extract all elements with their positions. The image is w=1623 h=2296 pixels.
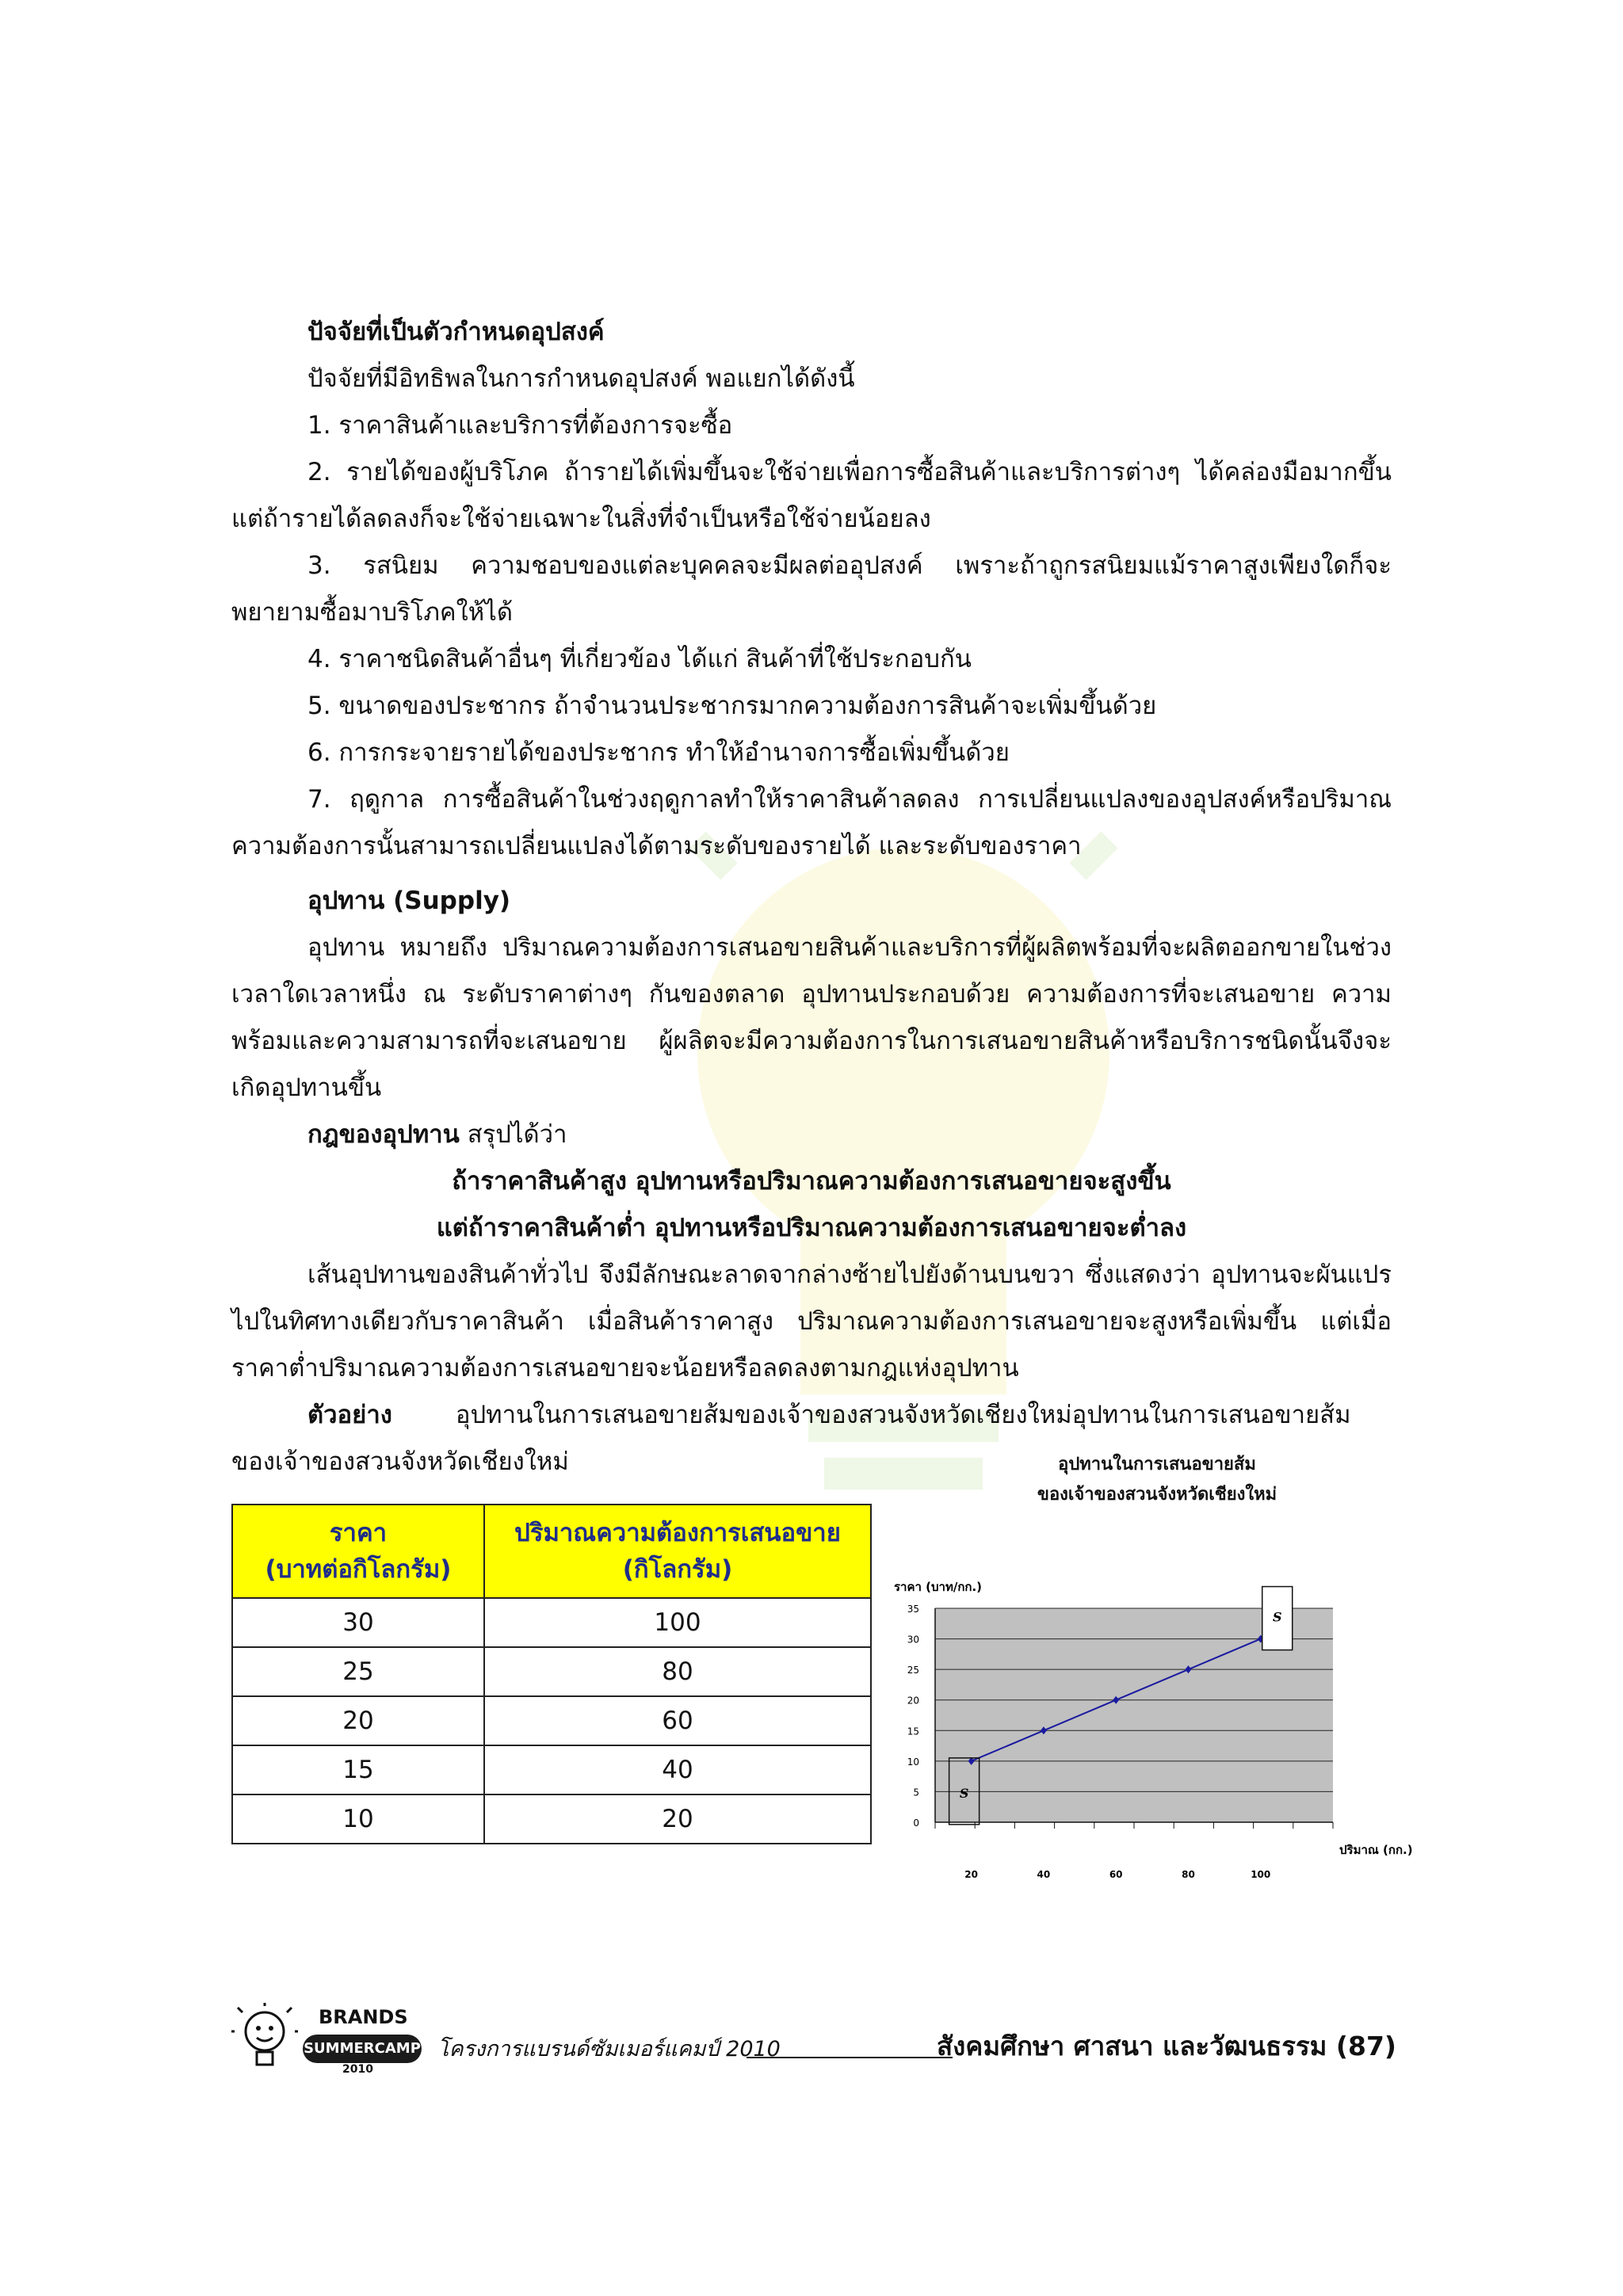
chart-title: อุปทานในการเสนอขายส้ม	[1058, 1455, 1256, 1474]
supply-table	[231, 1504, 872, 1844]
x-tick-label: 40	[1037, 1869, 1051, 1880]
x-tick-label: 60	[1109, 1869, 1123, 1880]
law-of-supply	[231, 1112, 1392, 1158]
quantity-cell: 40	[484, 1745, 871, 1794]
demand-factor-5: 5. ขนาดของประชากร ถ้าจำนวนประชากรมากความต้องการสินค้าจะเพิ่มขึ้นด้วย	[307, 692, 1157, 720]
quantity-cell: 20	[484, 1794, 871, 1844]
heading-supply: อุปทาน (Supply)	[307, 887, 511, 915]
price-cell: 15	[232, 1745, 484, 1794]
quantity-cell: 60	[484, 1696, 871, 1745]
y-tick-label: 10	[907, 1756, 919, 1768]
demand-factor-1: 1. ราคาสินค้าและบริการที่ต้องการจะซื้อ	[307, 411, 733, 440]
y-tick-label: 5	[913, 1787, 919, 1798]
subject-page-number: สังคมศึกษา ศาสนา และวัฒนธรรม (87)	[936, 2031, 1396, 2061]
supply-curve-text: เส้นอุปทานของสินค้าทั่วไป จึงมีลักษณะลาดจากล่างซ้ายไปยังด้านบนขวา ซึ่งแสดงว่า อุปทานจะผันแปรไปในทิศทางเดียวกับราคาสินค้า เมื่อสินค้าราคาสูง ปริมาณความต้องการเสนอขายจะสูงหรือเพิ่มขึ้น แต่เมื่อราคาต่ำปริมาณความต้องการเสนอขายจะน้อยหรือลดลงตามกฎแห่งอุปทาน	[231, 1261, 1392, 1383]
table-row	[232, 1696, 871, 1745]
law-line-1: ถ้าราคาสินค้าสูง อุปทานหรือปริมาณความต้องการเสนอขายจะสูงขึ้น	[452, 1167, 1171, 1196]
quantity-cell: 80	[484, 1647, 871, 1696]
supply-curve-label: S	[959, 1785, 969, 1801]
supply-curve-label: S	[1272, 1609, 1282, 1625]
table-row	[232, 1745, 871, 1794]
intro-demand-factors: ปัจจัยที่มีอิทธิพลในการกำหนดอุปสงค์ พอแยกได้ดังนี้	[307, 364, 855, 393]
summer-camp-badge: SUMMERCAMP	[303, 2035, 422, 2063]
table-row	[232, 1598, 871, 1647]
y-axis-label: ราคา (บาท/กก.)	[894, 1580, 983, 1594]
lightbulb-mascot-icon	[231, 2003, 298, 2076]
y-tick-label: 30	[907, 1634, 919, 1646]
x-tick-label: 80	[1182, 1869, 1195, 1880]
brand-logo-text: BRANDS	[319, 2006, 408, 2028]
price-cell: 20	[232, 1696, 484, 1745]
demand-factor-3: 3. รสนิยม ความชอบของแต่ละบุคคลจะมีผลต่ออุปสงค์ เพราะถ้าถูกรสนิยมแม้ราคาสูงเพียงใดก็จะพยายามซื้อมาบริโภคให้ได้	[231, 551, 1392, 627]
price-cell: 25	[232, 1647, 484, 1696]
body-text	[231, 309, 1392, 1486]
law-line-2: แต่ถ้าราคาสินค้าต่ำ อุปทานหรือปริมาณความต้องการเสนอขายจะต่ำลง	[436, 1214, 1187, 1242]
quantity-cell: 100	[484, 1598, 871, 1647]
table-row	[232, 1794, 871, 1844]
x-tick-label: 100	[1251, 1869, 1271, 1880]
supply-definition: อุปทาน หมายถึง ปริมาณความต้องการเสนอขายสินค้าและบริการที่ผู้ผลิตพร้อมที่จะผลิตออกขายในช่วงเวลาใดเวลาหนึ่ง ณ ระดับราคาต่างๆ กันของตลาด อุปทานประกอบด้วย ความต้องการที่จะเสนอขาย ความพร้อมและความสามารถที่จะเสนอขาย ผู้ผลิตจะมีความต้องการในการเสนอขายสินค้าหรือบริการชนิดนั้นจึงจะเกิดอุปทานขึ้น	[231, 933, 1392, 1102]
y-tick-label: 20	[907, 1695, 919, 1707]
law-suffix: สรุปได้ว่า	[459, 1120, 567, 1149]
price-cell: 10	[232, 1794, 484, 1844]
y-tick-label: 25	[907, 1665, 919, 1676]
supply-chart	[888, 1505, 1426, 1901]
y-tick-label: 35	[907, 1604, 919, 1615]
example-label: ตัวอย่าง	[307, 1401, 392, 1429]
chart-subtitle: ของเจ้าของสวนจังหวัดเชียงใหม่	[1037, 1485, 1277, 1505]
footer-rule	[747, 2057, 953, 2058]
brand-year: 2010	[342, 2063, 373, 2076]
table-header-price: ราคา (บาทต่อกิโลกรัม)	[232, 1505, 484, 1598]
demand-factor-6: 6. การกระจายรายได้ของประชากร ทำให้อำนาจการซื้อเพิ่มขึ้นด้วย	[307, 738, 1010, 767]
y-tick-label: 0	[913, 1817, 919, 1829]
demand-factor-4: 4. ราคาชนิดสินค้าอื่นๆ ที่เกี่ยวข้อง ได้แก่ สินค้าที่ใช้ประกอบกัน	[307, 645, 972, 673]
demand-factor-7: 7. ฤดูกาล การซื้อสินค้าในช่วงฤดูกาลทำให้ราคาสินค้าลดลง การเปลี่ยนแปลงของอุปสงค์หรือปริมาณความต้องการนั้นสามารถเปลี่ยนแปลงได้ตามระดับของรายได้ และระดับของราคา	[231, 785, 1392, 860]
x-axis-label: ปริมาณ (กก.)	[1339, 1843, 1413, 1857]
footer	[231, 1997, 1396, 2084]
chart-title-block	[951, 1450, 1363, 1510]
heading-demand-factors: ปัจจัยที่เป็นตัวกำหนดอุปสงค์	[307, 318, 605, 346]
x-tick-label: 20	[964, 1869, 978, 1880]
demand-factor-2: 2. รายได้ของผู้บริโภค ถ้ารายได้เพิ่มขึ้นจะใช้จ่ายเพื่อการซื้อสินค้าและบริการต่างๆ ได้คล่องมือมากขึ้น แต่ถ้ารายได้ลดลงก็จะใช้จ่ายเฉพาะในสิ่งที่จำเป็นหรือใช้จ่ายน้อยลง	[231, 458, 1392, 533]
table-row	[232, 1647, 871, 1696]
table-header-row	[232, 1505, 871, 1598]
project-name: โครงการแบรนด์ซัมเมอร์แคมป์ 2010	[437, 2037, 781, 2061]
example-text: อุปทานในการเสนอขายส้มของเจ้าของสวนจังหวัดเชียงใหม่อุปทานในการเสนอขายส้มของเจ้าของสวนจังหวัดเชียงใหม่	[231, 1401, 1351, 1476]
price-cell: 30	[232, 1598, 484, 1647]
law-label: กฎของอุปทาน	[307, 1120, 460, 1149]
y-tick-label: 15	[907, 1726, 919, 1737]
table-header-quantity: ปริมาณความต้องการเสนอขาย (กิโลกรัม)	[484, 1505, 871, 1598]
